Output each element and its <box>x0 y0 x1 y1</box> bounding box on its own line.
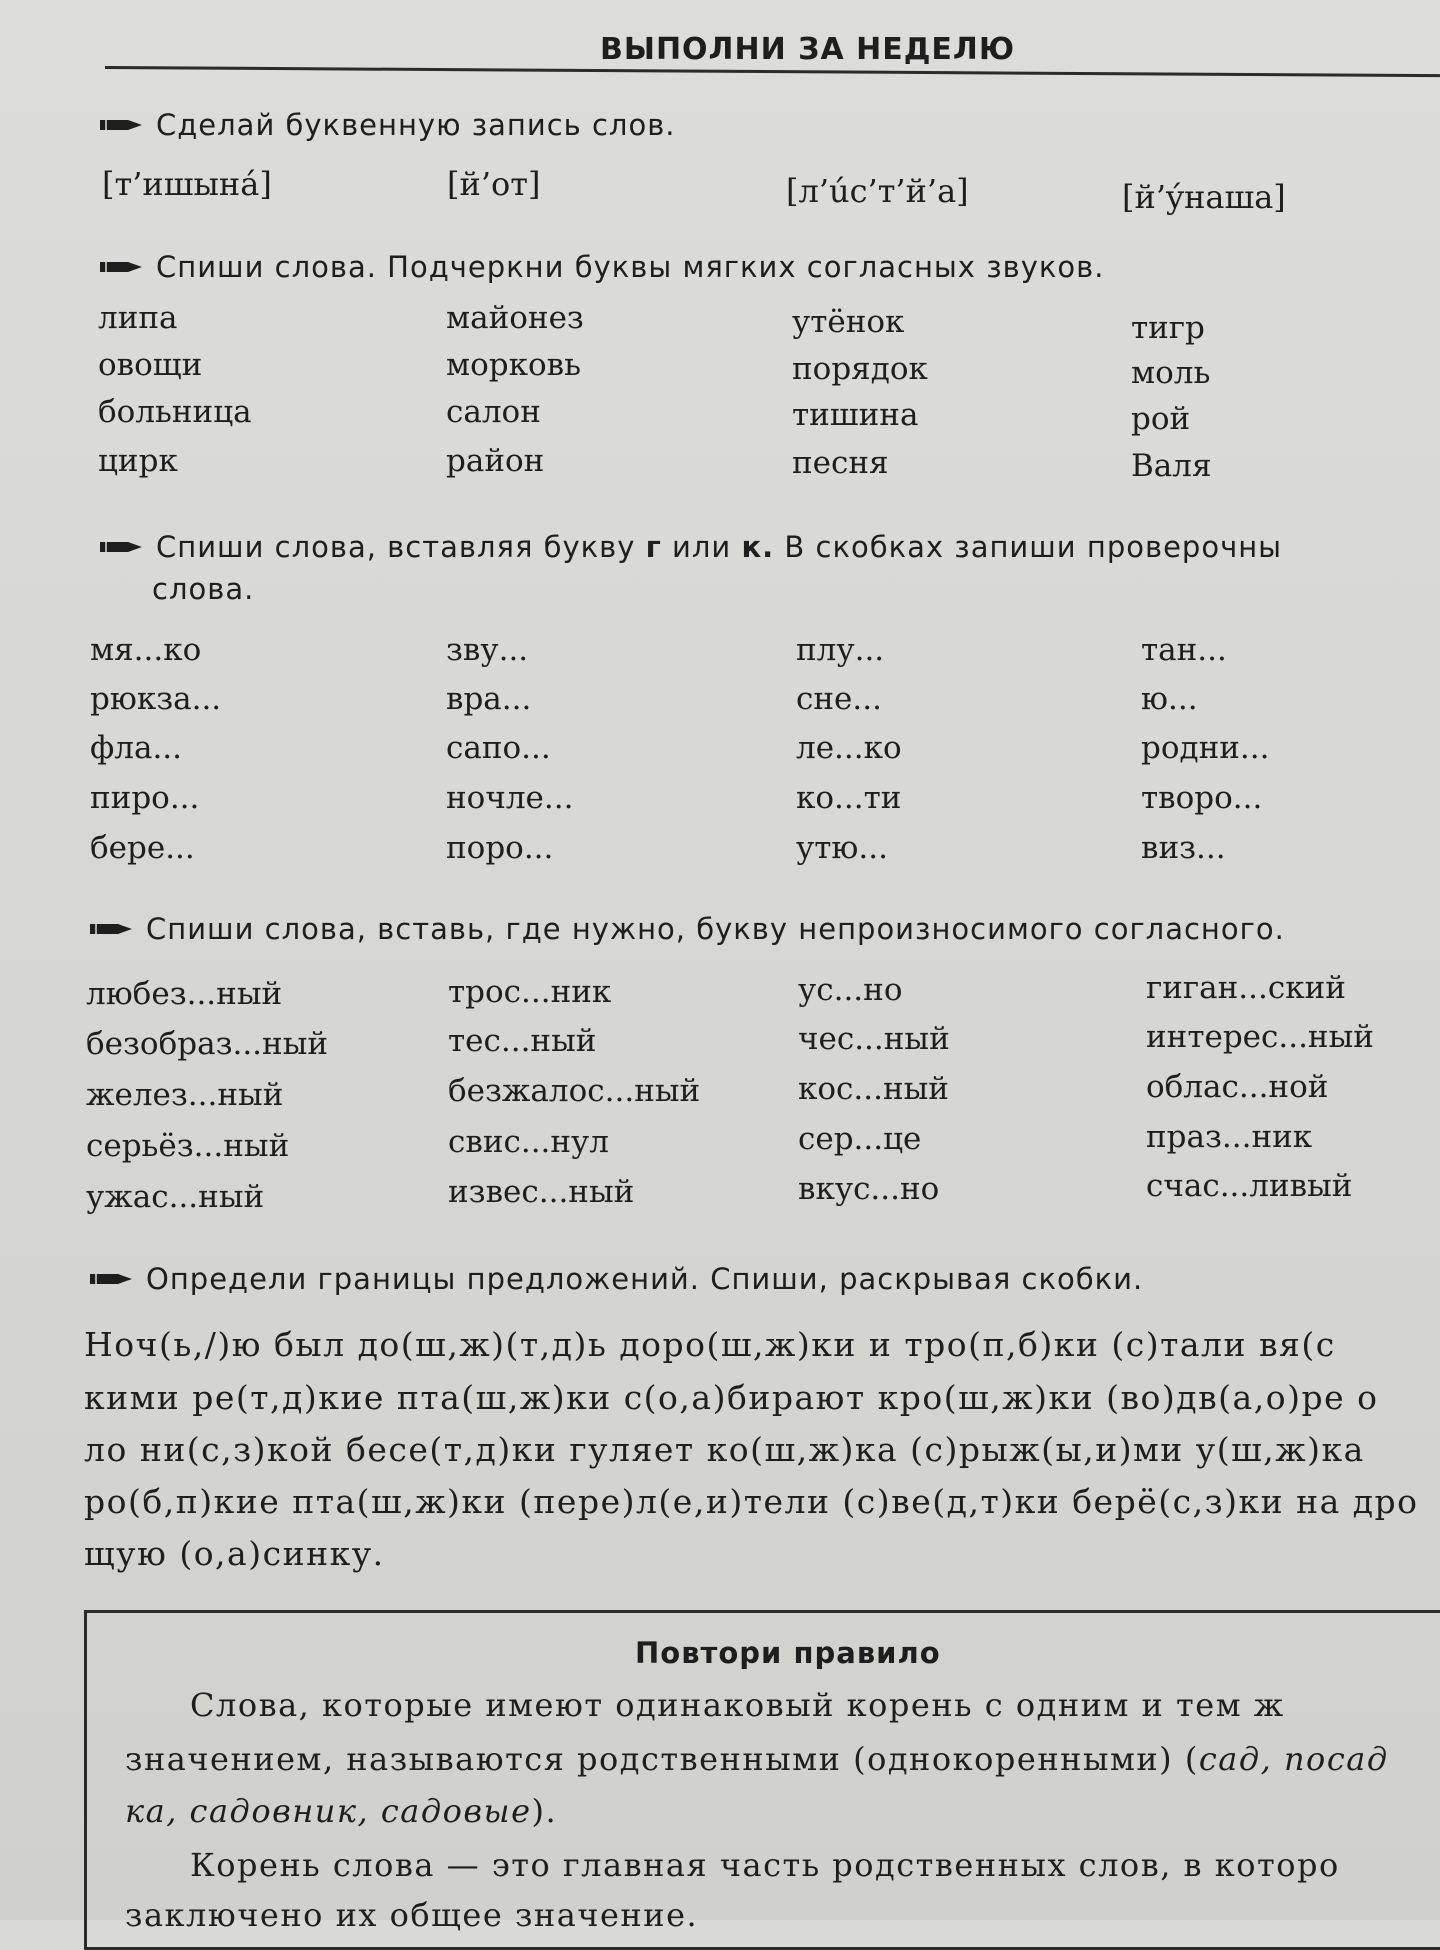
transcription-3: [л’úс’т’й’а] <box>786 172 969 210</box>
word: сапо... <box>446 730 551 766</box>
word: район <box>446 443 545 479</box>
word: вкус...но <box>798 1171 940 1207</box>
word: серьёз...ный <box>86 1128 290 1164</box>
word: ле...ко <box>796 730 902 766</box>
word: облас...ной <box>1146 1069 1329 1105</box>
word: тигр <box>1131 310 1205 346</box>
word: утёнок <box>792 304 905 340</box>
rule-example: сад, посад <box>1198 1740 1389 1778</box>
transcription-2: [й’от] <box>447 165 541 203</box>
task-1-text: Сделай буквенную запись слов. <box>156 108 676 142</box>
text-line: ло ни(с,з)кой бесе(т,д)ки гуляет ко(ш,ж)ка (с)рыж(ы,и)ми у(ш,ж)ка <box>84 1430 1365 1469</box>
rule-text: значением, называются родственными (однокоренными) ( <box>125 1740 1199 1778</box>
pencil-icon <box>100 540 142 554</box>
word: праз...ник <box>1146 1119 1313 1155</box>
word: зву... <box>446 632 529 668</box>
text-line: кими ре(т,д)кие пта(ш,ж)ки с(о,а)бирают кро(ш,ж)ки (во)дв(а,о)ре о <box>84 1378 1379 1417</box>
rule-example: ка, садовник, садовые <box>125 1792 532 1830</box>
word: морковь <box>446 347 581 383</box>
word: поро... <box>446 830 554 866</box>
page-header: ВЫПОЛНИ ЗА НЕДЕЛЮ <box>600 32 1016 67</box>
rule-text-line <box>125 1792 557 1830</box>
word: счас...ливый <box>1146 1168 1353 1204</box>
letter-k: к. <box>741 530 775 564</box>
word: ко...ти <box>796 780 902 816</box>
transcription-1: [т’ишынá] <box>102 165 272 203</box>
word: салон <box>446 394 541 430</box>
word: свис...нул <box>448 1124 609 1160</box>
rule-text-line: Корень слова — это главная часть родственных слов, в которо <box>190 1846 1340 1884</box>
word: трос...ник <box>448 974 612 1010</box>
task-3-text-continued: слова. <box>152 572 255 606</box>
rule-text-line: заключено их общее значение. <box>125 1896 699 1934</box>
word: сне... <box>796 681 882 717</box>
word: овощи <box>98 347 203 383</box>
pencil-icon <box>100 260 142 274</box>
word: желез...ный <box>86 1077 284 1113</box>
rule-text-line: Слова, которые имеют одинаковый корень с одним и тем ж <box>190 1686 1285 1724</box>
word: любез...ный <box>86 976 283 1012</box>
task-3-text: Спиши слова, вставляя букву <box>156 530 646 564</box>
task-3-text-rest: В скобках запиши проверочны <box>774 530 1283 564</box>
task-2-instruction <box>100 250 1104 284</box>
word: утю... <box>796 830 888 866</box>
word: безобраз...ный <box>86 1026 329 1062</box>
word: больница <box>98 394 252 430</box>
task-4-text: Спиши слова, вставь, где нужно, букву непроизносимого согласного. <box>146 912 1285 946</box>
task-3-instruction <box>100 530 1282 564</box>
text-line: ро(б,п)кие пта(ш,ж)ки (пере)л(е,и)тели (с)ве(д,т)ки берё(с,з)ки на дро <box>84 1482 1419 1521</box>
word: плу... <box>796 632 885 668</box>
word: ночле... <box>446 780 574 816</box>
word: ужас...ный <box>86 1179 265 1215</box>
word: интерес...ный <box>1146 1019 1374 1055</box>
word: извес...ный <box>448 1174 635 1210</box>
header-rule <box>105 66 1440 77</box>
word: майонез <box>446 300 584 336</box>
word: тан... <box>1141 632 1227 668</box>
task-5-instruction <box>90 1262 1143 1296</box>
word: порядок <box>792 351 928 387</box>
task-2-text: Спиши слова. Подчеркни буквы мягких согласных звуков. <box>156 250 1105 284</box>
text-line: Ноч(ь,/)ю был до(ш,ж)(т,д)ь доро(ш,ж)ки и тро(п,б)ки (с)тали вя(с <box>84 1325 1336 1364</box>
transcription-4: [й’ýнаша] <box>1122 178 1286 216</box>
word: безжалос...ный <box>448 1073 701 1109</box>
pencil-icon <box>90 922 132 936</box>
task-3-text-or: или <box>661 530 742 564</box>
text-line: щую (о,а)синку. <box>84 1534 385 1573</box>
task-4-instruction <box>90 912 1285 946</box>
word: тес...ный <box>448 1023 597 1059</box>
word: фла... <box>90 730 183 766</box>
word: липа <box>98 300 178 336</box>
word: виз... <box>1141 830 1226 866</box>
word: цирк <box>98 443 178 479</box>
word: родни... <box>1141 730 1270 766</box>
word: вра... <box>446 681 532 717</box>
word: ю... <box>1141 681 1198 717</box>
word: песня <box>792 445 889 481</box>
task-5-text: Определи границы предложений. Спиши, раскрывая скобки. <box>146 1262 1144 1296</box>
letter-g: г <box>645 530 662 564</box>
word: кос...ный <box>798 1071 949 1107</box>
word: тишина <box>792 397 919 433</box>
word: сер...це <box>798 1121 922 1157</box>
word: мя...ко <box>90 632 202 668</box>
task-1-instruction <box>100 108 676 142</box>
pencil-icon <box>90 1272 132 1286</box>
rule-text: ). <box>531 1792 558 1830</box>
word: бере... <box>90 830 195 866</box>
word: творо... <box>1141 780 1263 816</box>
word: ус...но <box>798 972 903 1008</box>
word: Валя <box>1131 448 1212 484</box>
rule-title: Повтори правило <box>635 1636 941 1670</box>
rule-text-line <box>125 1740 1389 1778</box>
word: гиган...ский <box>1146 970 1346 1006</box>
word: рюкза... <box>90 681 222 717</box>
word: рой <box>1131 401 1191 437</box>
word: пиро... <box>90 780 200 816</box>
word: моль <box>1131 355 1211 391</box>
pencil-icon <box>100 118 142 132</box>
word: чес...ный <box>798 1021 950 1057</box>
